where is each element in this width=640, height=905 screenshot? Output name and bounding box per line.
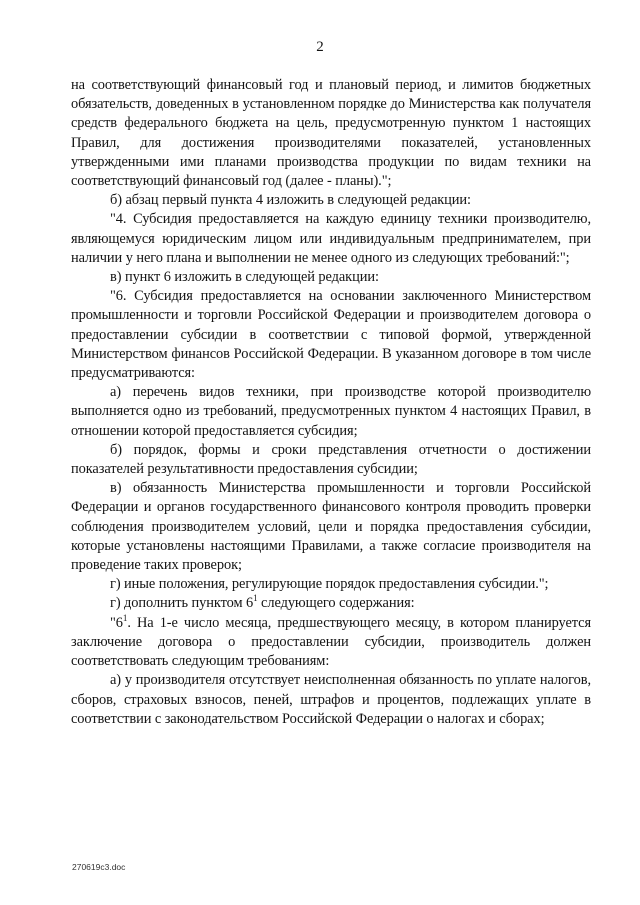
paragraph-requirement-a-taxes: а) у производителя отсутствует неисполненная обязанность по уплате налогов, сборов, страховых взносов, пеней, штрафов и процентов, подлежащих уплате в соответствии с законодательством Российской Федерации о налогах и сборах; bbox=[71, 672, 591, 727]
paragraph-point-4-text: "4. Субсидия предоставляется на каждую единицу техники производителю, являющемуся юридическим лицом или индивидуальным предпринимателем, при наличии у него плана и выполнении не менее одного из следующих требований:"; bbox=[71, 211, 591, 266]
file-code: 270619c3.doc bbox=[72, 862, 126, 872]
paragraph-item-g-other-provisions: г) иные положения, регулирующие порядок предоставления субсидии."; bbox=[110, 576, 549, 593]
paragraph-item-v-inspections: в) обязанность Министерства промышленности и торговли Российской Федерации и органов государственного финансового контроля проводить проверки соблюдения производителем условий, цели и порядка предоставления субсидии, которые установлены настоящими Правилами, а также согласие производителя на проведение таких проверок; bbox=[71, 480, 591, 574]
text-fragment: г) дополнить пунктом 6 bbox=[110, 595, 254, 612]
paragraph-item-b-reporting: б) порядок, формы и сроки представления отчетности о достижении показателей результативности предоставления субсидии; bbox=[71, 441, 591, 478]
page-number: 2 bbox=[316, 39, 324, 55]
superscript: 1 bbox=[253, 593, 258, 604]
text-fragment: . На 1-е число месяца, предшествующего месяцу, в котором планируется заключение договора о предоставлении субсидии, производитель должен соответствовать следующим требованиям: bbox=[71, 614, 591, 670]
paragraph-budget-limits: на соответствующий финансовый год и плановый период, и лимитов бюджетных обязательств, доведенных в установленном порядке до Министерства как получателя средств федерального бюджета на цель, предусмотренную пунктом 1 настоящих Правил, для достижения производителями показателей, установленных утвержденными ими планами производства продукции по видам техники на соответствующий финансовый год (далее - планы)."; bbox=[71, 77, 591, 190]
paragraph-amend-point-6: в) пункт 6 изложить в следующей редакции: bbox=[110, 269, 379, 286]
paragraph-add-point-6-1 bbox=[71, 594, 591, 613]
paragraph-item-a-equipment-list: а) перечень видов техники, при производстве которой производителю выполняется одно из требований, предусмотренных пунктом 4 настоящих Правил, в отношении которой предоставляется субсидия; bbox=[71, 384, 591, 439]
text-fragment: "6 bbox=[110, 614, 123, 631]
document-body bbox=[71, 76, 591, 729]
paragraph-amend-point-4: б) абзац первый пункта 4 изложить в следующей редакции: bbox=[110, 192, 471, 209]
paragraph-point-6-1-text bbox=[71, 614, 591, 672]
superscript: 1 bbox=[122, 612, 128, 623]
paragraph-point-6-text: "6. Субсидия предоставляется на основании заключенного Министерством промышленности и торговли Российской Федерации и производителем договора о предоставлении субсидии в соответствии с типовой формой, утвержденной Министерством финансов Российской Федерации. В указанном договоре в том числе предусматриваются: bbox=[71, 288, 591, 382]
text-fragment: следующего содержания: bbox=[257, 595, 415, 612]
